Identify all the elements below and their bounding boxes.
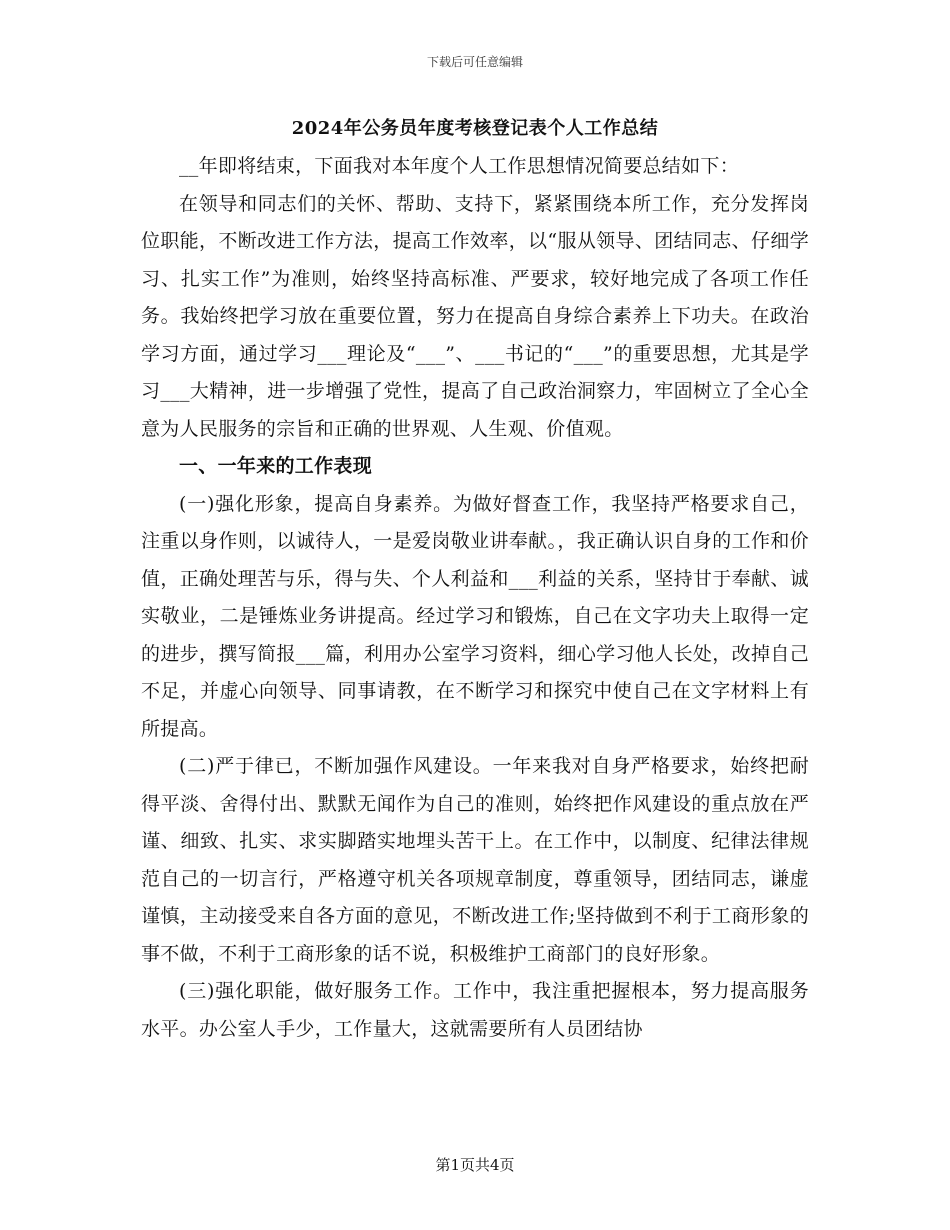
document-title: 2024年公务员年度考核登记表个人工作总结 [291,118,659,139]
paragraph-section-2: (二)严于律已，不断加强作风建设。一年来我对自身严格要求，始终把耐得平淡、舍得付出、默默无闻作为自己的准则，始终把作风建设的重点放在严谨、细致、扎实、求实脚踏实地埋头苦干上。在工作中，以制度、纪律法律规范自己的一切言行，严格遵守机关各项规章制度，尊重领导，团结同志，谦虚谨慎，主动接受来自各方面的意见，不断改进工作;坚持做到不利于工商形象的事不做，不利于工商形象的话不说，积极维护工商部门的良好形象。 [141,755,809,965]
paragraph-section-3: (三)强化职能，做好服务工作。工作中，我注重把握根本，努力提高服务水平。办公室人手少，工作量大，这就需要所有人员团结协 [141,980,809,1040]
page-header-note: 下载后可任意编辑 [426,55,523,69]
paragraph-study: 在领导和同志们的关怀、帮助、支持下，紧紧围绕本所工作，充分发挥岗位职能，不断改进工作方法，提高工作效率，以“服从领导、团结同志、仔细学习、扎实工作”为准则，始终坚持高标准、严要求，较好地完成了各项工作任务。我始终把学习放在重要位置，努力在提高自身综合素养上下功夫。在政治学习方面，通过学习___理论及“___”、___书记的“___”的重要思想，尤其是学习___大精神，进一步增强了党性，提高了自己政治洞察力，牢固树立了全心全意为人民服务的宗旨和正确的世界观、人生观、价值观。 [141,192,809,440]
document-body [141,148,809,1048]
paragraph-intro: __年即将结束，下面我对本年度个人工作思想情况简要总结如下： [179,155,740,177]
section-heading-performance: 一、一年来的工作表现 [179,455,373,477]
page-number-footer: 第1页共4页 [435,1156,515,1174]
paragraph-section-1: (一)强化形象，提高自身素养。为做好督查工作，我坚持严格要求自己，注重以身作则，以诚待人，一是爱岗敬业讲奉献。，我正确认识自身的工作和价值，正确处理苦与乐，得与失、个人利益和___利益的关系，坚持甘于奉献、诚实敬业，二是锤炼业务讲提高。经过学习和锻炼，自己在文字功夫上取得一定的进步，撰写简报___篇，利用办公室学习资料，细心学习他人长处，改掉自己不足，并虚心向领导、同事请教，在不断学习和探究中使自己在文字材料上有所提高。 [141,492,809,740]
